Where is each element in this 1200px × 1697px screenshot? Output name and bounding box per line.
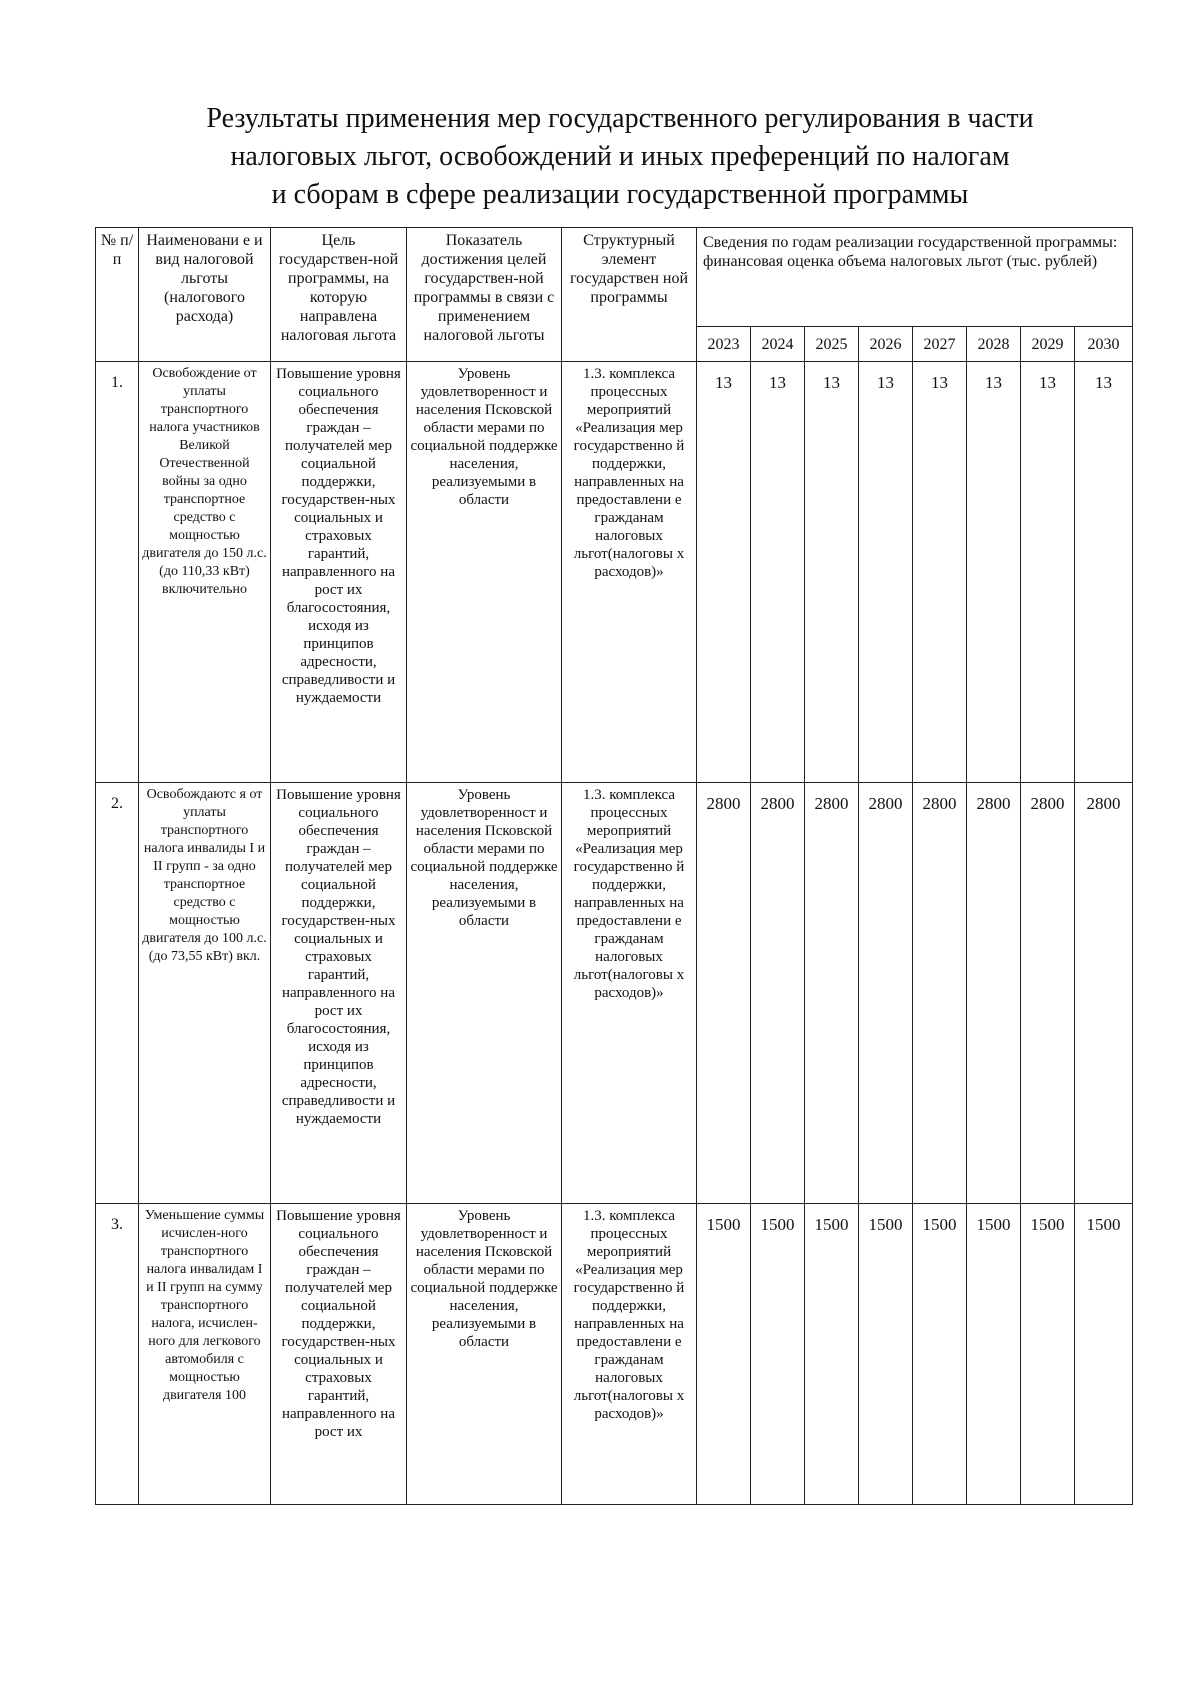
year-value: 2800 xyxy=(859,783,913,1204)
table-row xyxy=(96,362,1133,783)
year-value: 1500 xyxy=(805,1204,859,1505)
table-row xyxy=(96,1204,1133,1505)
year-value: 13 xyxy=(1021,362,1075,783)
title-line-2: налоговых льгот, освобождений и иных преференций по налогам xyxy=(230,141,1010,172)
header-goal: Цель государствен-ной программы, на которую направлена налоговая льгота xyxy=(271,228,407,362)
year-value: 1500 xyxy=(913,1204,967,1505)
year-cell: 2030 xyxy=(1075,327,1133,362)
year-cell: 2027 xyxy=(913,327,967,362)
header-indicator: Показатель достижения целей государствен-ной программы в связи с применением налоговой льготы xyxy=(407,228,562,362)
year-value: 1500 xyxy=(859,1204,913,1505)
benefit-name: Освобождение от уплаты транспортного налога участников Великой Отечественной войны за одно транспортное средство с мощностью двигателя до 150 л.с. (до 110,33 кВт) включительно xyxy=(139,362,271,783)
title-line-1: Результаты применения мер государственного регулирования в части xyxy=(206,103,1034,134)
table-header-row xyxy=(96,228,1133,327)
year-value: 1500 xyxy=(1021,1204,1075,1505)
year-value: 1500 xyxy=(967,1204,1021,1505)
program-indicator: Уровень удовлетворенност и населения Псковской области мерами по социальной поддержке населения, реализуемыми в области xyxy=(407,783,562,1204)
year-value: 13 xyxy=(913,362,967,783)
structural-element: 1.3. комплекса процессных мероприятий «Реализация мер государственно й поддержки, направленных на предоставлени е гражданам налоговых льгот(налоговы х расходов)» xyxy=(562,783,697,1204)
year-value: 13 xyxy=(751,362,805,783)
row-num: 1. xyxy=(96,362,139,783)
year-value: 1500 xyxy=(697,1204,751,1505)
year-cell: 2026 xyxy=(859,327,913,362)
year-value: 2800 xyxy=(1021,783,1075,1204)
year-cell: 2024 xyxy=(751,327,805,362)
program-goal: Повышение уровня социального обеспечения граждан – получателей мер социальной поддержки, государствен-ных социальных и страховых гарантий, направленного на рост их благосостояния, исходя из принципов адресности, справедливости и нуждаемости xyxy=(271,783,407,1204)
year-value: 13 xyxy=(1075,362,1133,783)
program-indicator: Уровень удовлетворенност и населения Псковской области мерами по социальной поддержке населения, реализуемыми в области xyxy=(407,1204,562,1505)
row-num: 3. xyxy=(96,1204,139,1505)
year-value: 2800 xyxy=(1075,783,1133,1204)
benefit-name: Освобождаютс я от уплаты транспортного налога инвалиды I и II групп - за одно транспортное средство с мощностью двигателя до 100 л.с. (до 73,55 кВт) вкл. xyxy=(139,783,271,1204)
year-value: 2800 xyxy=(913,783,967,1204)
year-value: 13 xyxy=(805,362,859,783)
year-cell: 2028 xyxy=(967,327,1021,362)
row-num: 2. xyxy=(96,783,139,1204)
program-goal: Повышение уровня социального обеспечения граждан – получателей мер социальной поддержки, государствен-ных социальных и страховых гарантий, направленного на рост их xyxy=(271,1204,407,1505)
structural-element: 1.3. комплекса процессных мероприятий «Реализация мер государственно й поддержки, направленных на предоставлени е гражданам налоговых льгот(налоговы х расходов)» xyxy=(562,362,697,783)
year-value: 2800 xyxy=(805,783,859,1204)
year-value: 2800 xyxy=(697,783,751,1204)
header-num: № п/п xyxy=(96,228,139,362)
year-cell: 2029 xyxy=(1021,327,1075,362)
year-value: 13 xyxy=(697,362,751,783)
header-years-info: Сведения по годам реализации государственной программы: финансовая оценка объема налоговых льгот (тыс. рублей) xyxy=(697,228,1133,327)
header-name: Наименовани е и вид налоговой льготы (налогового расхода) xyxy=(139,228,271,362)
table-row xyxy=(96,783,1133,1204)
year-cell: 2025 xyxy=(805,327,859,362)
year-value: 2800 xyxy=(751,783,805,1204)
structural-element: 1.3. комплекса процессных мероприятий «Реализация мер государственно й поддержки, направленных на предоставлени е гражданам налоговых льгот(налоговы х расходов)» xyxy=(562,1204,697,1505)
year-value: 2800 xyxy=(967,783,1021,1204)
program-goal: Повышение уровня социального обеспечения граждан – получателей мер социальной поддержки, государствен-ных социальных и страховых гарантий, направленного на рост их благосостояния, исходя из принципов адресности, справедливости и нуждаемости xyxy=(271,362,407,783)
tax-benefits-table xyxy=(95,227,1133,1505)
year-value: 1500 xyxy=(1075,1204,1133,1505)
year-value: 13 xyxy=(859,362,913,783)
header-element: Структурный элемент государствен ной программы xyxy=(562,228,697,362)
year-value: 13 xyxy=(967,362,1021,783)
program-indicator: Уровень удовлетворенност и населения Псковской области мерами по социальной поддержке населения, реализуемыми в области xyxy=(407,362,562,783)
year-value: 1500 xyxy=(751,1204,805,1505)
year-cell: 2023 xyxy=(697,327,751,362)
document-title xyxy=(100,100,1140,214)
benefit-name: Уменьшение суммы исчислен-ного транспортного налога инвалидам I и II групп на сумму транспортного налога, исчислен-ного для легкового автомобиля с мощностью двигателя 100 xyxy=(139,1204,271,1505)
title-line-3: и сборам в сфере реализации государственной программы xyxy=(271,179,969,210)
